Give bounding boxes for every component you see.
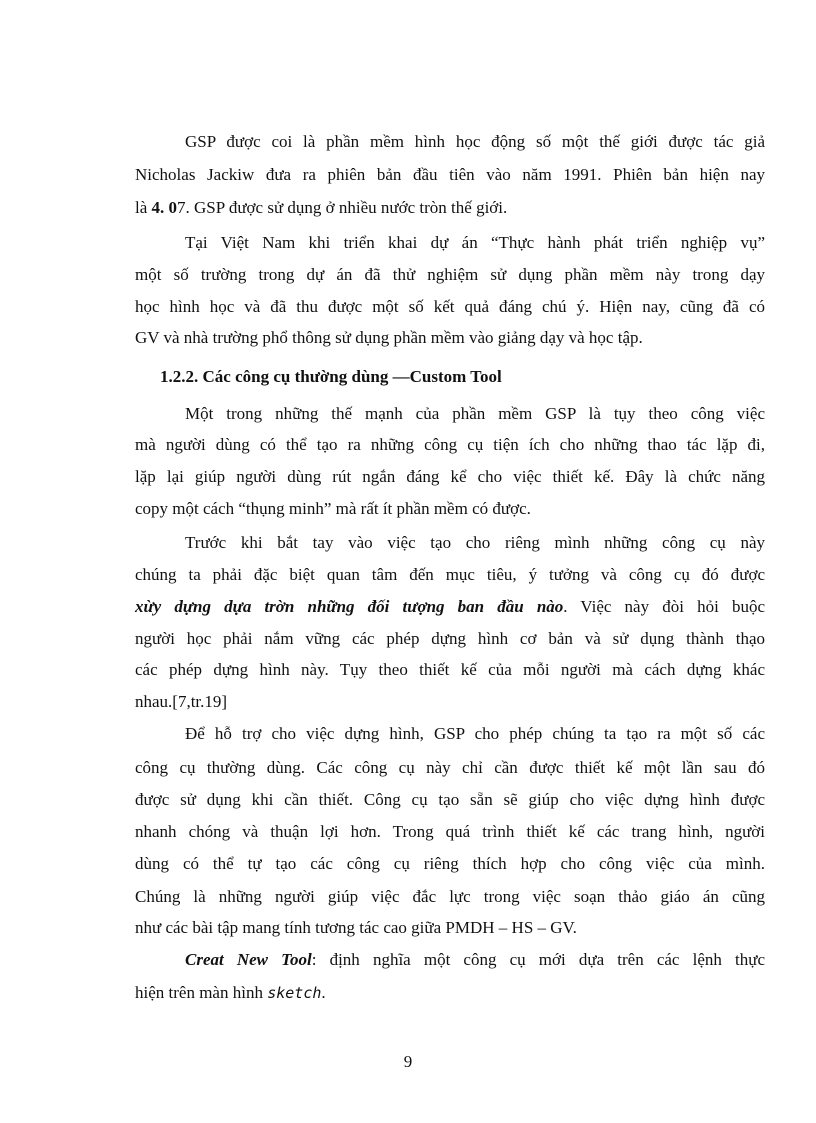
paragraph-6-line-1	[185, 950, 765, 970]
paragraph-2-line-2: một số trường trong dự án đã thử nghiệm sử dụng phần mềm này trong dạy	[135, 265, 765, 284]
paragraph-4-line-3	[135, 597, 765, 617]
paragraph-3-line-2: mà người dùng có thể tạo ra những công cụ tiện ích cho những thao tác lặp đi,	[135, 435, 765, 454]
paragraph-5-line-5: dùng có thể tự tạo các công cụ riêng thích hợp cho công việc của mình.	[135, 854, 765, 873]
tool-name-term: Creat New Tool	[185, 950, 312, 969]
paragraph-4-line-6: nhau.[7,tr.19]	[135, 692, 228, 711]
paragraph-4-line-4: người học phải nắm vững các phép dựng hình cơ bản và sử dụng thành thạo	[135, 629, 765, 648]
paragraph-2-line-3: học hình học và đã thu được một số kết quả đáng chú ý. Hiện nay, cũng đã có	[135, 297, 765, 316]
paragraph-1-line-3-end: 7. GSP được sử dụng ở nhiều nước tròn thế giới.	[177, 198, 508, 217]
paragraph-5-line-6: Chúng là những người giúp việc đắc lực trong việc soạn thảo giáo án cũng	[135, 887, 765, 906]
emphasized-phrase: xừy dựng dựa trờn những đối tượng ban đầu nào	[135, 597, 564, 616]
paragraph-2-line-4: GV và nhà trường phổ thông sử dụng phần mềm vào giảng dạy và học tập.	[135, 328, 643, 347]
page-number: 9	[403, 1052, 413, 1071]
version-number: 4. 0	[151, 198, 178, 217]
paragraph-4-line-1: Trước khi bắt tay vào việc tạo cho riêng mình những công cụ này	[185, 533, 765, 552]
paragraph-5-line-1: Để hỗ trợ cho việc dựng hình, GSP cho phép chúng ta tạo ra một số các	[185, 724, 765, 743]
paragraph-4-line-3-end: . Việc này đòi hỏi buộc	[563, 597, 765, 616]
paragraph-4-line-2: chúng ta phải đặc biệt quan tâm đến mục tiêu, ý tưởng và công cụ đó được	[135, 565, 765, 584]
sketch-term: sketch	[267, 984, 322, 1002]
paragraph-2-line-1: Tại Việt Nam khi triển khai dự án “Thực hành phát triển nghiệp vụ”	[185, 233, 765, 252]
section-heading: 1.2.2. Các công cụ thường dùng —Custom Tool	[160, 367, 502, 386]
paragraph-4-line-5: các phép dựng hình này. Tụy theo thiết kế của mỗi người mà cách dựng khác	[135, 660, 765, 679]
paragraph-6-line-2	[135, 983, 765, 1003]
paragraph-6-line-2-start: hiện trên màn hình	[135, 983, 268, 1002]
paragraph-1-line-3-start: là	[135, 198, 152, 217]
paragraph-3-line-3: lặp lại giúp người dùng rút ngắn đáng kể cho việc thiết kế. Đây là chức năng	[135, 467, 765, 486]
paragraph-5-line-4: nhanh chóng và thuận lợi hơn. Trong quá trình thiết kế các trang hình, người	[135, 822, 765, 841]
paragraph-5-line-2: công cụ thường dùng. Các công cụ này chỉ cần được thiết kế một lần sau đó	[135, 758, 765, 777]
paragraph-3-line-4: copy một cách “thụng minh” mà rất ít phần mềm có được.	[135, 499, 531, 518]
paragraph-3-line-1: Một trong những thế mạnh của phần mềm GSP là tụy theo công việc	[185, 404, 765, 423]
paragraph-1-line-2: Nicholas Jackiw đưa ra phiên bản đầu tiên vào năm 1991. Phiên bản hiện nay	[135, 165, 765, 184]
paragraph-6-line-1-rest: : định nghĩa một công cụ mới dựa trên các lệnh thực	[311, 950, 766, 969]
paragraph-5-line-3: được sử dụng khi cần thiết. Công cụ tạo sẵn sẽ giúp cho việc dựng hình được	[135, 790, 765, 809]
paragraph-1-line-3	[135, 198, 765, 218]
paragraph-1-line-1: GSP được coi là phần mềm hình học động số một thế giới được tác giả	[185, 132, 765, 151]
paragraph-5-line-7: như các bài tập mang tính tương tác cao giữa PMDH – HS – GV.	[135, 918, 577, 937]
paragraph-6-line-2-end: .	[321, 983, 326, 1002]
